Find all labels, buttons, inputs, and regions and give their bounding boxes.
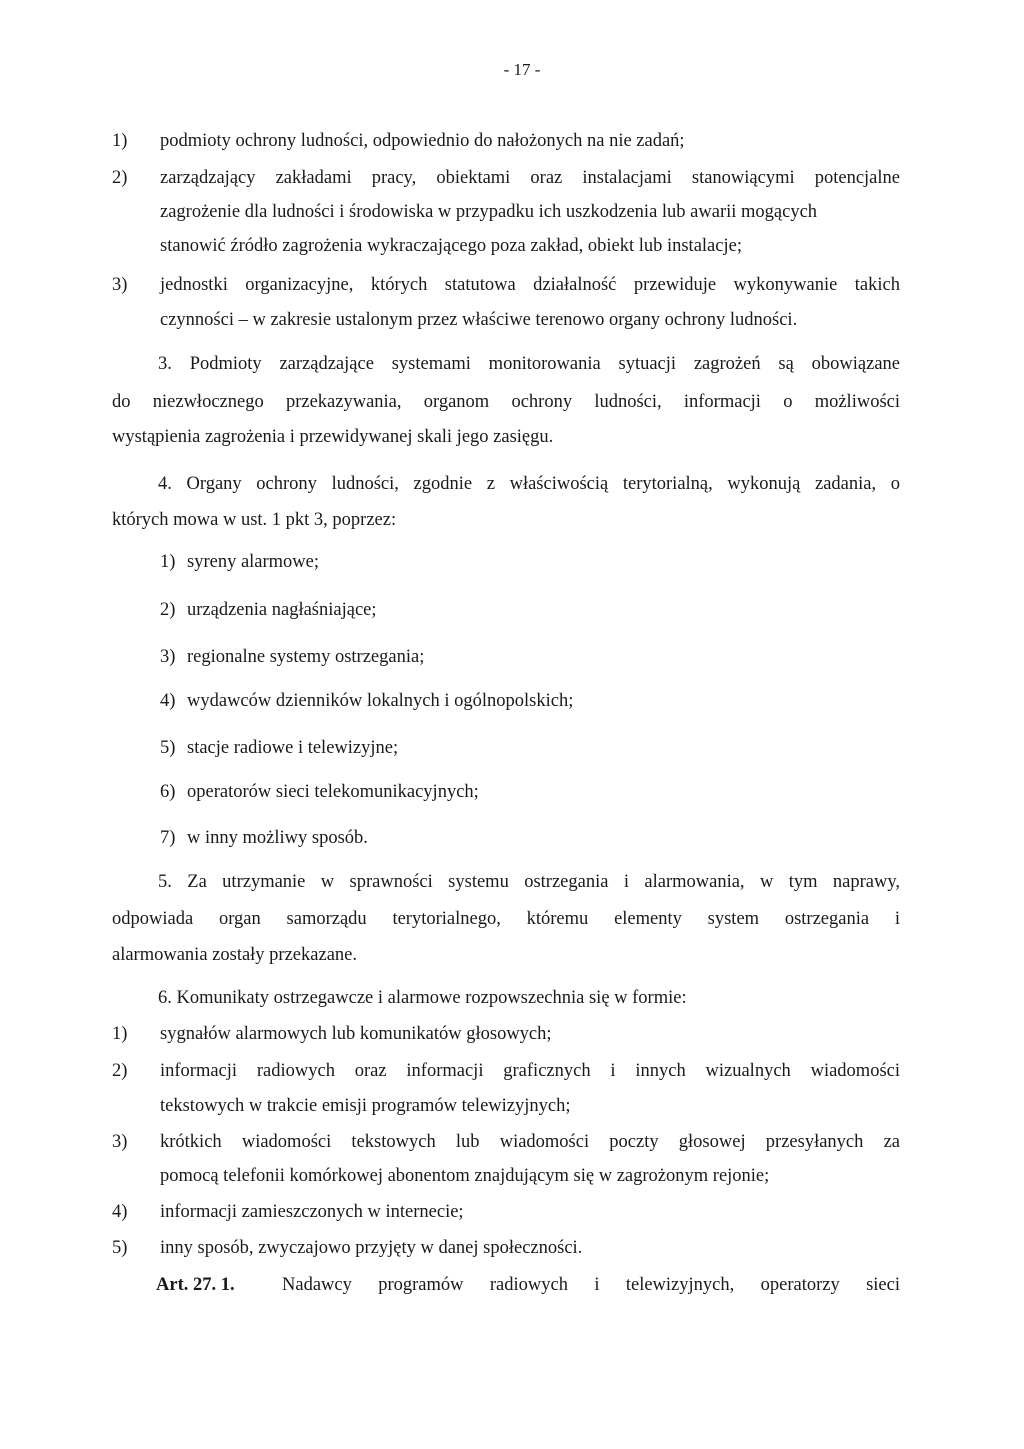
paragraph-6-line: 6. Komunikaty ostrzegawcze i alarmowe rozpowszechnia się w formie:	[158, 988, 687, 1008]
list-item-text: stacje radiowe i telewizyjne;	[187, 738, 399, 758]
list-item-number: 2)	[112, 168, 128, 188]
list-item-number: 5)	[112, 1238, 128, 1258]
list-item-number: 2)	[160, 600, 176, 620]
list-item-number: 4)	[160, 691, 176, 711]
paragraph-3-line: wystąpienia zagrożenia i przewidywanej skali jego zasięgu.	[112, 427, 554, 447]
list-item-number: 3)	[160, 647, 176, 667]
list-item-text: informacji zamieszczonych w internecie;	[160, 1202, 464, 1222]
list-item-number: 3)	[112, 275, 128, 295]
list-item-number: 7)	[160, 828, 176, 848]
list-item-number: 5)	[160, 738, 176, 758]
paragraph-5-line: odpowiada organ samorządu terytorialnego, któremu elementy system ostrzegania i	[112, 909, 900, 929]
list-item-text: czynności – w zakresie ustalonym przez właściwe terenowo organy ochrony ludności.	[160, 310, 798, 330]
paragraph-5-line: 5. Za utrzymanie w sprawności systemu ostrzegania i alarmowania, w tym naprawy,	[158, 872, 900, 892]
paragraph-4-line: których mowa w ust. 1 pkt 3, poprzez:	[112, 510, 397, 530]
list-item-text: w inny możliwy sposób.	[187, 828, 368, 848]
list-item-text: informacji radiowych oraz informacji graficznych i innych wizualnych wiadomości	[160, 1061, 900, 1081]
list-item-text: jednostki organizacyjne, których statutowa działalność przewiduje wykonywanie takich	[160, 275, 900, 295]
list-item-text: zarządzający zakładami pracy, obiektami oraz instalacjami stanowiącymi potencjalne	[160, 168, 900, 188]
list-item-text: syreny alarmowe;	[187, 552, 320, 572]
list-item-number: 4)	[112, 1202, 128, 1222]
list-item-text: wydawców dzienników lokalnych i ogólnopolskich;	[187, 691, 574, 711]
paragraph-3-line: 3. Podmioty zarządzające systemami monitorowania sytuacji zagrożeń są obowiązane	[158, 354, 900, 374]
list-item-number: 3)	[112, 1132, 128, 1152]
paragraph-4-line: 4. Organy ochrony ludności, zgodnie z właściwością terytorialną, wykonują zadania, o	[158, 474, 900, 494]
list-item-number: 6)	[160, 782, 176, 802]
list-item-text: stanowić źródło zagrożenia wykraczającego poza zakład, obiekt lub instalacje;	[160, 236, 742, 256]
list-item-number: 1)	[160, 552, 176, 572]
list-item-text: urządzenia nagłaśniające;	[187, 600, 377, 620]
paragraph-3-line: do niezwłocznego przekazywania, organom ochrony ludności, informacji o możliwości	[112, 392, 900, 412]
list-item-text: inny sposób, zwyczajowo przyjęty w danej społeczności.	[160, 1238, 583, 1258]
list-item-text: krótkich wiadomości tekstowych lub wiadomości poczty głosowej przesyłanych za	[160, 1132, 900, 1152]
list-item-number: 2)	[112, 1061, 128, 1081]
article-text: Nadawcy programów radiowych i telewizyjnych, operatorzy sieci	[282, 1275, 900, 1295]
list-item-number: 1)	[112, 1024, 128, 1044]
list-item-text: operatorów sieci telekomunikacyjnych;	[187, 782, 479, 802]
article-label: Art. 27. 1.	[156, 1275, 235, 1295]
paragraph-5-line: alarmowania zostały przekazane.	[112, 945, 357, 965]
list-item-text: tekstowych w trakcie emisji programów telewizyjnych;	[160, 1096, 571, 1116]
page-number: - 17 -	[503, 60, 541, 79]
list-item-text: sygnałów alarmowych lub komunikatów głosowych;	[160, 1024, 552, 1044]
list-item-text: regionalne systemy ostrzegania;	[187, 647, 425, 667]
list-item-number: 1)	[112, 131, 128, 151]
list-item-text: podmioty ochrony ludności, odpowiednio do nałożonych na nie zadań;	[160, 131, 685, 151]
list-item-text: zagrożenie dla ludności i środowiska w przypadku ich uszkodzenia lub awarii mogących	[160, 202, 818, 222]
list-item-text: pomocą telefonii komórkowej abonentom znajdującym się w zagrożonym rejonie;	[160, 1166, 770, 1186]
